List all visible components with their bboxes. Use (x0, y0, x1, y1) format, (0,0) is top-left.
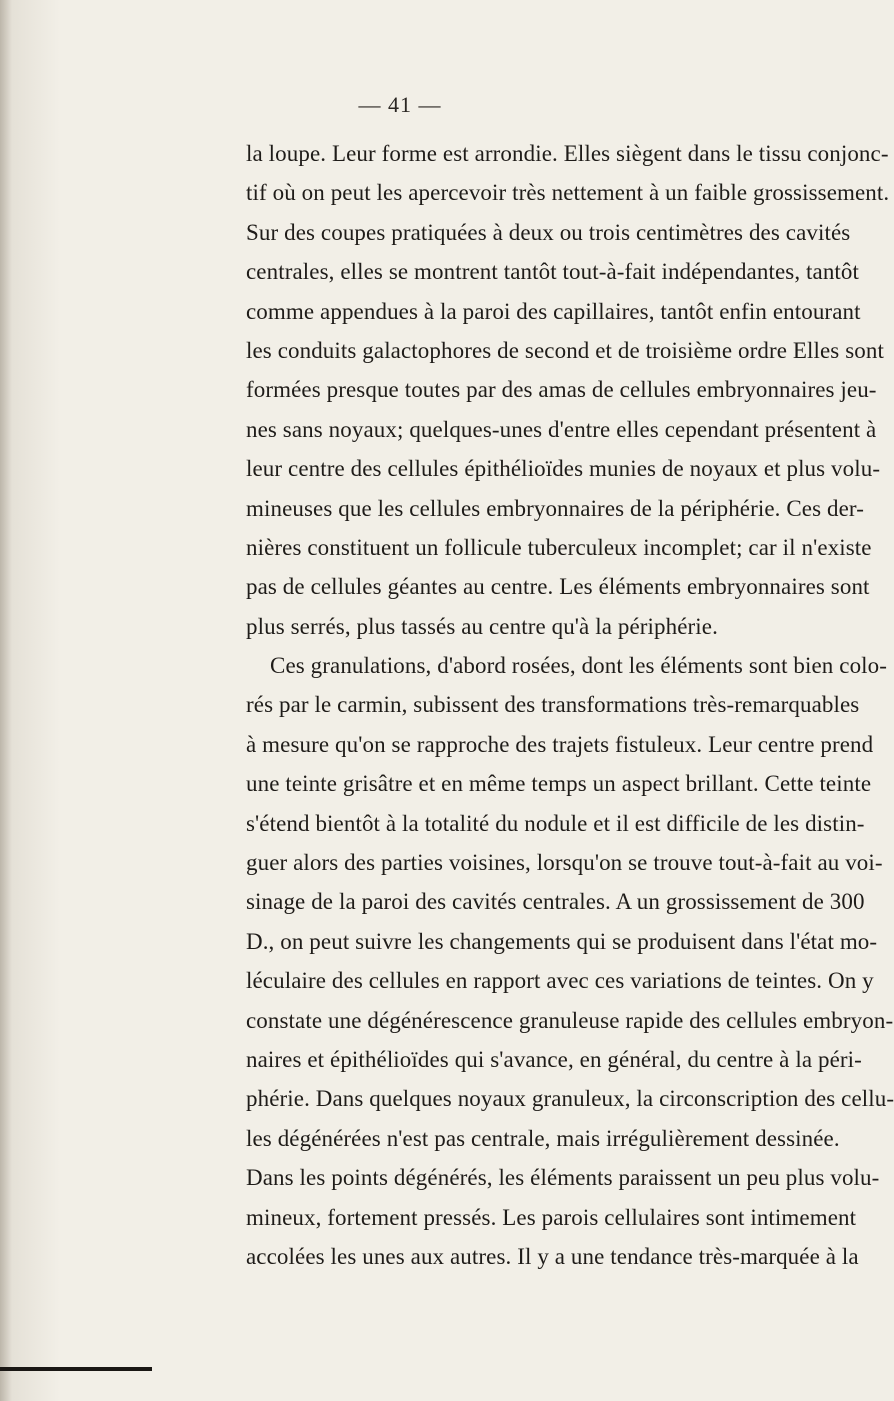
text-line: phérie. Dans quelques noyaux granuleux, la circonscription des cellu- (246, 1086, 894, 1112)
text-line: centrales, elles se montrent tantôt tout-à-fait indépendantes, tantôt (246, 259, 859, 285)
page-edge-shadow (0, 0, 12, 1401)
text-line: leur centre des cellules épithélioïdes munies de noyaux et plus volu- (246, 456, 881, 482)
text-line: nières constituent un follicule tuberculeux incomplet; car il n'existe (246, 534, 872, 560)
text-line: Sur des coupes pratiquées à deux ou trois centimètres des cavités (246, 219, 851, 245)
text-line: accolées les unes aux autres. Il y a une tendance très-marquée à la (246, 1243, 859, 1269)
text-line: formées presque toutes par des amas de cellules embryonnaires jeu- (246, 377, 877, 403)
text-line: Dans les points dégénérés, les éléments paraissent un peu plus volu- (246, 1165, 880, 1191)
text-line: sinage de la paroi des cavités centrales. A un grossissement de 300 (246, 889, 865, 915)
text-line: rés par le carmin, subissent des transformations très-remarquables (246, 692, 860, 718)
text-line: comme appendues à la paroi des capillaires, tantôt enfin entourant (246, 298, 861, 324)
text-line: plus serrés, plus tassés au centre qu'à la périphérie. (246, 613, 718, 639)
text-line: les dégénérées n'est pas centrale, mais irrégulièrement dessinée. (246, 1125, 840, 1151)
text-line: une teinte grisâtre et en même temps un aspect brillant. Cette teinte (246, 771, 872, 797)
text-line: s'étend bientôt à la totalité du nodule et il est difficile de les distin- (246, 810, 865, 836)
text-line: guer alors des parties voisines, lorsqu'on se trouve tout-à-fait au voi- (246, 850, 883, 876)
body-text (246, 134, 894, 1276)
text-line: pas de cellules géantes au centre. Les éléments embryonnaires sont (246, 574, 870, 600)
page-number: — 41 — (358, 92, 442, 117)
text-line: la loupe. Leur forme est arrondie. Elles siègent dans le tissu conjonc- (246, 141, 889, 166)
text-line: D., on peut suivre les changements qui se produisent dans l'état mo- (246, 928, 878, 954)
text-line: mineuses que les cellules embryonnaires de la périphérie. Ces der- (246, 495, 864, 521)
text-line: mineux, fortement pressés. Les parois cellulaires sont intimement (246, 1204, 857, 1230)
text-line: tif où on peut les apercevoir très nettement à un faible grossissement. (246, 180, 890, 206)
text-line: les conduits galactophores de second et de troisième ordre Elles sont (246, 337, 884, 363)
bottom-rule (0, 1367, 152, 1371)
text-line: constate une dégénérescence granuleuse rapide des cellules embryon- (246, 1007, 894, 1033)
text-line: Ces granulations, d'abord rosées, dont les éléments sont bien colo- (270, 653, 888, 679)
text-line: nes sans noyaux; quelques-unes d'entre elles cependant présentent à (246, 416, 877, 442)
text-line: naires et épithélioïdes qui s'avance, en général, du centre à la péri- (246, 1046, 862, 1072)
text-line: léculaire des cellules en rapport avec ces variations de teintes. On y (246, 968, 874, 994)
text-line: à mesure qu'on se rapproche des trajets fistuleux. Leur centre prend (246, 731, 874, 757)
